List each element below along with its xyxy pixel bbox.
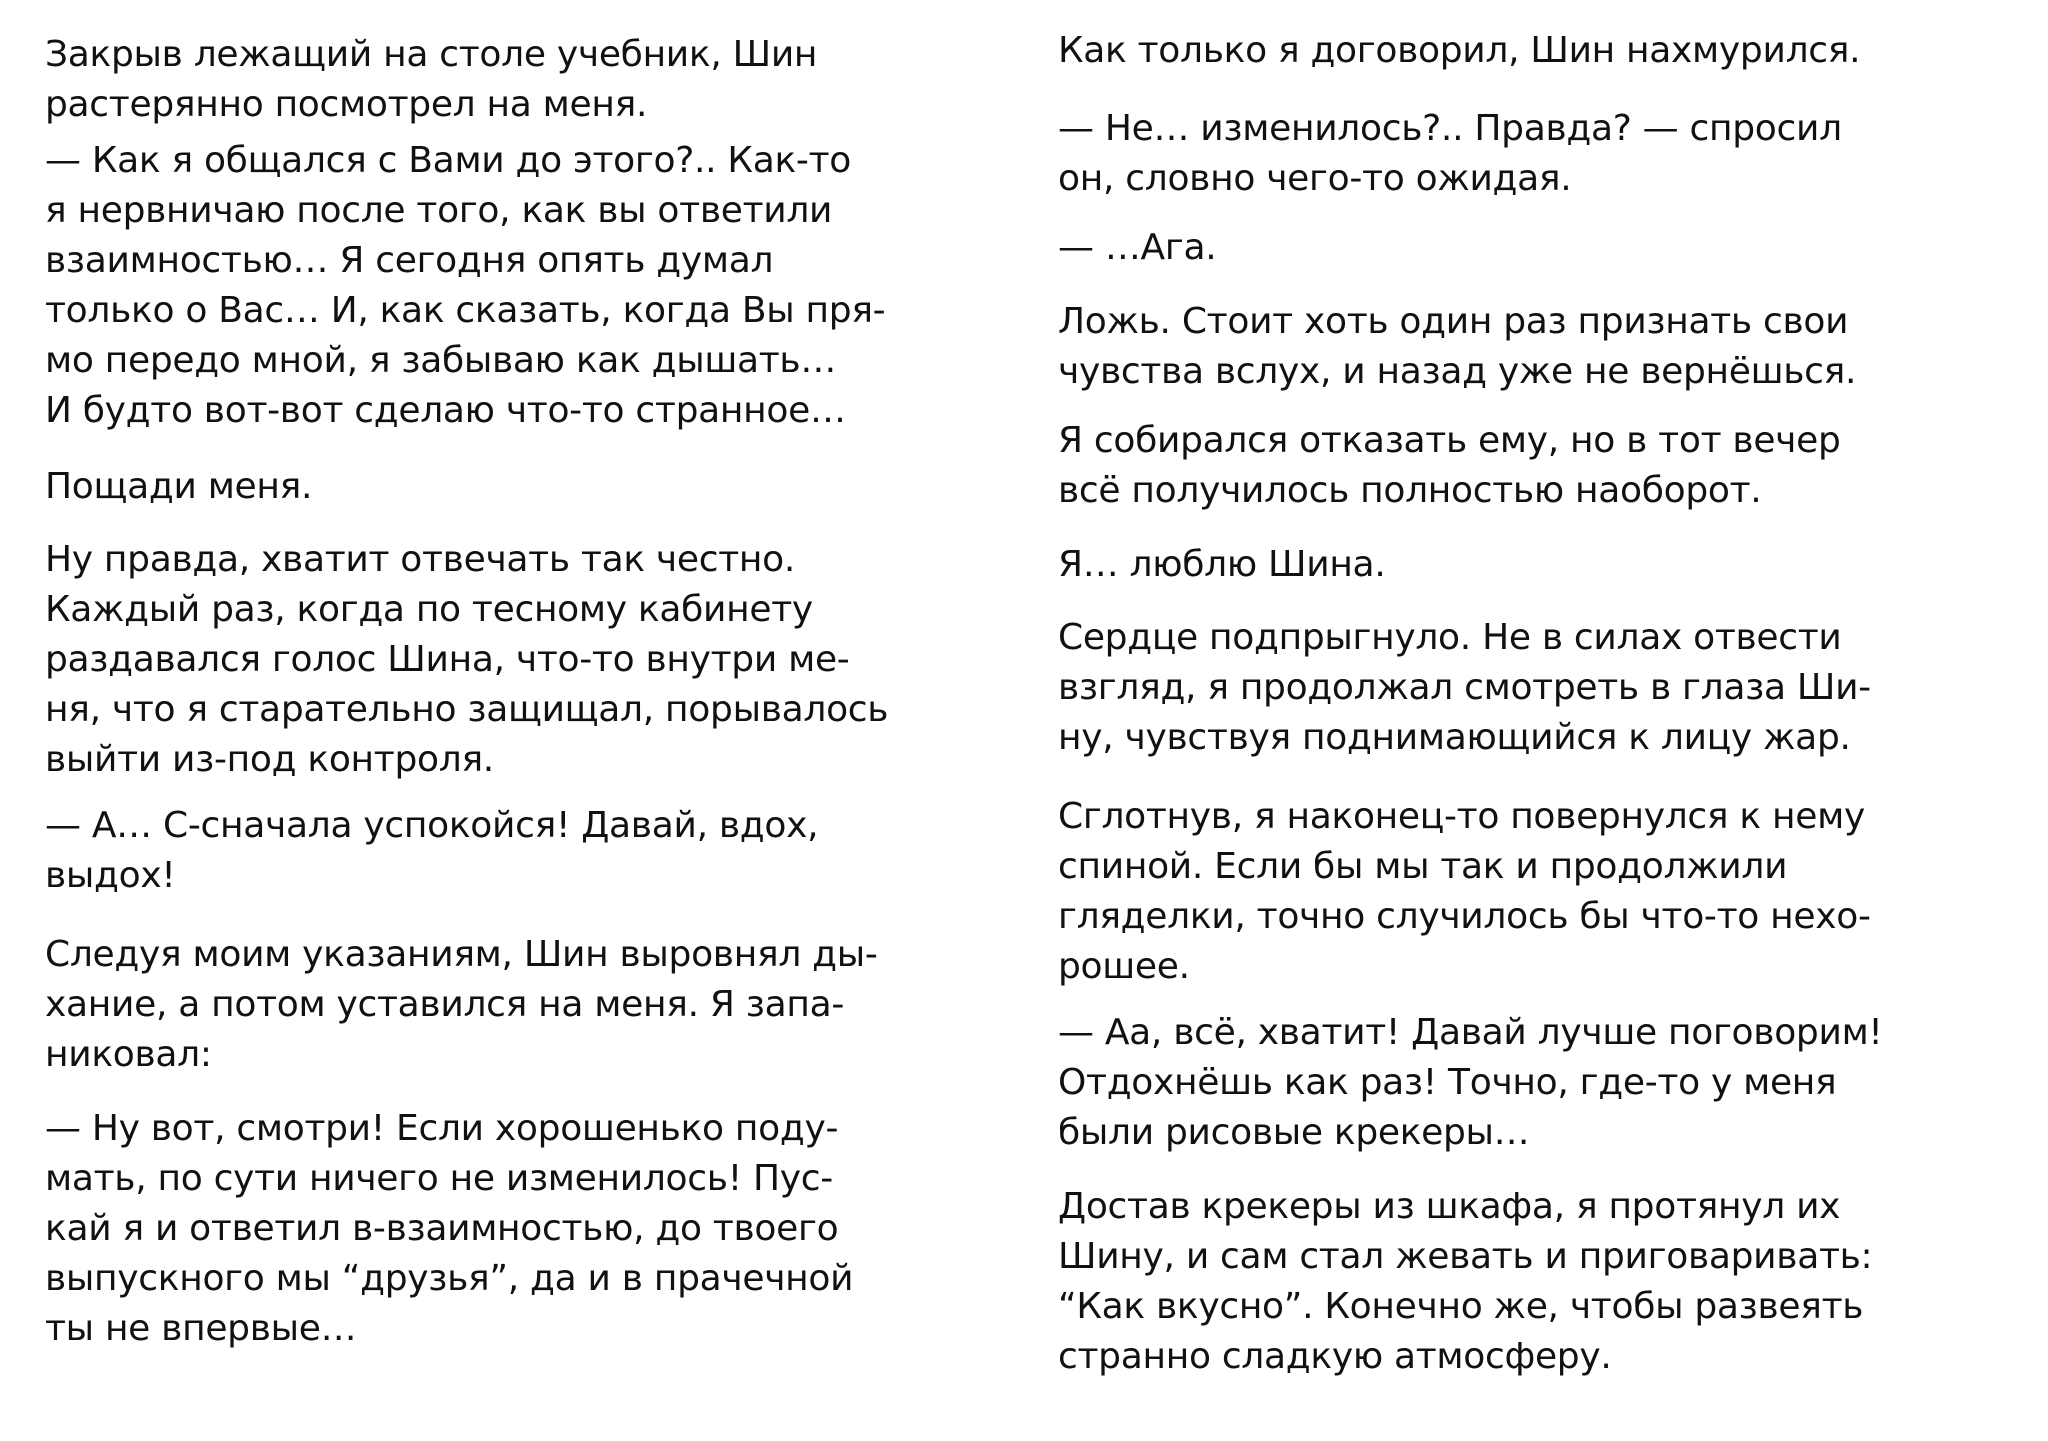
- text-line: Пощади меня.: [45, 466, 313, 507]
- text-line: взаимностью… Я сегодня опять думал: [45, 240, 774, 281]
- text-line: раздавался голос Шина, что-то внутри ме-: [45, 639, 850, 680]
- text-line: И будто вот-вот сделаю что-то странное…: [45, 390, 846, 431]
- text-line: Я собирался отказать ему, но в тот вечер: [1058, 420, 1841, 461]
- text-line: Закрыв лежащий на столе учебник, Шин: [45, 34, 818, 75]
- text-line: Каждый раз, когда по тесному кабинету: [45, 589, 813, 630]
- text-line: рошее.: [1058, 946, 1190, 987]
- text-line: — Ну вот, смотри! Если хорошенько поду-: [45, 1108, 839, 1149]
- text-line: растерянно посмотрел на меня.: [45, 84, 648, 125]
- text-line: Сглотнув, я наконец-то повернулся к нему: [1058, 796, 1865, 837]
- text-line: ты не впервые…: [45, 1308, 357, 1349]
- text-line: гляделки, точно случилось бы что-то нехо-: [1058, 896, 1871, 937]
- text-line: выйти из-под контроля.: [45, 739, 494, 780]
- paragraph: [45, 1104, 853, 1354]
- text-line: спиной. Если бы мы так и продолжили: [1058, 846, 1788, 887]
- text-line: выпускного мы “друзья”, да и в прачечной: [45, 1258, 854, 1299]
- paragraph: [45, 535, 888, 785]
- text-line: Ложь. Стоит хоть один раз признать свои: [1058, 301, 1849, 342]
- text-line: — Не… изменилось?.. Правда? — спросил: [1058, 108, 1842, 149]
- paragraph: [1058, 26, 1860, 76]
- text-line: кай я и ответил в-взаимностью, до твоего: [45, 1208, 839, 1249]
- paragraph: [1058, 540, 1385, 590]
- text-line: только о Вас… И, как сказать, когда Вы пря-: [45, 290, 886, 331]
- text-line: выдох!: [45, 855, 176, 896]
- paragraph: [45, 801, 818, 901]
- text-line: — А… С-сначала успокойся! Давай, вдох,: [45, 805, 819, 846]
- text-line: я нервничаю после того, как вы ответили: [45, 190, 833, 231]
- text-line: мать, по сути ничего не изменилось! Пус-: [45, 1158, 833, 1199]
- text-line: чувства вслух, и назад уже не вернёшься.: [1058, 351, 1857, 392]
- paragraph: [45, 462, 312, 512]
- paragraph: [45, 30, 817, 130]
- text-line: всё получилось полностью наоборот.: [1058, 470, 1762, 511]
- paragraph: [1058, 1182, 1872, 1382]
- paragraph: [45, 930, 878, 1080]
- text-line: Ну правда, хватит отвечать так честно.: [45, 539, 796, 580]
- text-line: взгляд, я продолжал смотреть в глаза Ши-: [1058, 667, 1871, 708]
- paragraph: [45, 136, 885, 436]
- text-line: — Как я общался с Вами до этого?.. Как-то: [45, 140, 851, 181]
- text-line: Как только я договорил, Шин нахмурился.: [1058, 30, 1861, 71]
- text-line: Я… люблю Шина.: [1058, 544, 1386, 585]
- paragraph: [1058, 613, 1871, 763]
- text-line: мо передо мной, я забываю как дышать…: [45, 340, 837, 381]
- text-line: — Аа, всё, хватит! Давай лучше поговорим!: [1058, 1012, 1883, 1053]
- text-line: он, словно чего-то ожидая.: [1058, 158, 1572, 199]
- text-line: хание, а потом уставился на меня. Я запа-: [45, 984, 845, 1025]
- paragraph: [1058, 416, 1841, 516]
- paragraph: [1058, 792, 1871, 992]
- text-line: Шину, и сам стал жевать и приговаривать:: [1058, 1236, 1873, 1277]
- text-line: — …Ага.: [1058, 227, 1217, 268]
- text-line: были рисовые крекеры…: [1058, 1112, 1530, 1153]
- text-line: Следуя моим указаниям, Шин выровнял ды-: [45, 934, 878, 975]
- text-line: ня, что я старательно защищал, порывалось: [45, 689, 889, 730]
- paragraph: [1058, 104, 1842, 204]
- paragraph: [1058, 223, 1216, 273]
- paragraph: [1058, 297, 1856, 397]
- text-line: Достав крекеры из шкафа, я протянул их: [1058, 1186, 1841, 1227]
- text-line: никовал:: [45, 1034, 212, 1075]
- text-line: Сердце подпрыгнуло. Не в силах отвести: [1058, 617, 1842, 658]
- text-line: Отдохнёшь как раз! Точно, где-то у меня: [1058, 1062, 1837, 1103]
- text-line: странно сладкую атмосферу.: [1058, 1336, 1612, 1377]
- paragraph: [1058, 1008, 1883, 1158]
- text-line: ну, чувствуя поднимающийся к лицу жар.: [1058, 717, 1851, 758]
- text-line: “Как вкусно”. Конечно же, чтобы развеять: [1058, 1286, 1864, 1327]
